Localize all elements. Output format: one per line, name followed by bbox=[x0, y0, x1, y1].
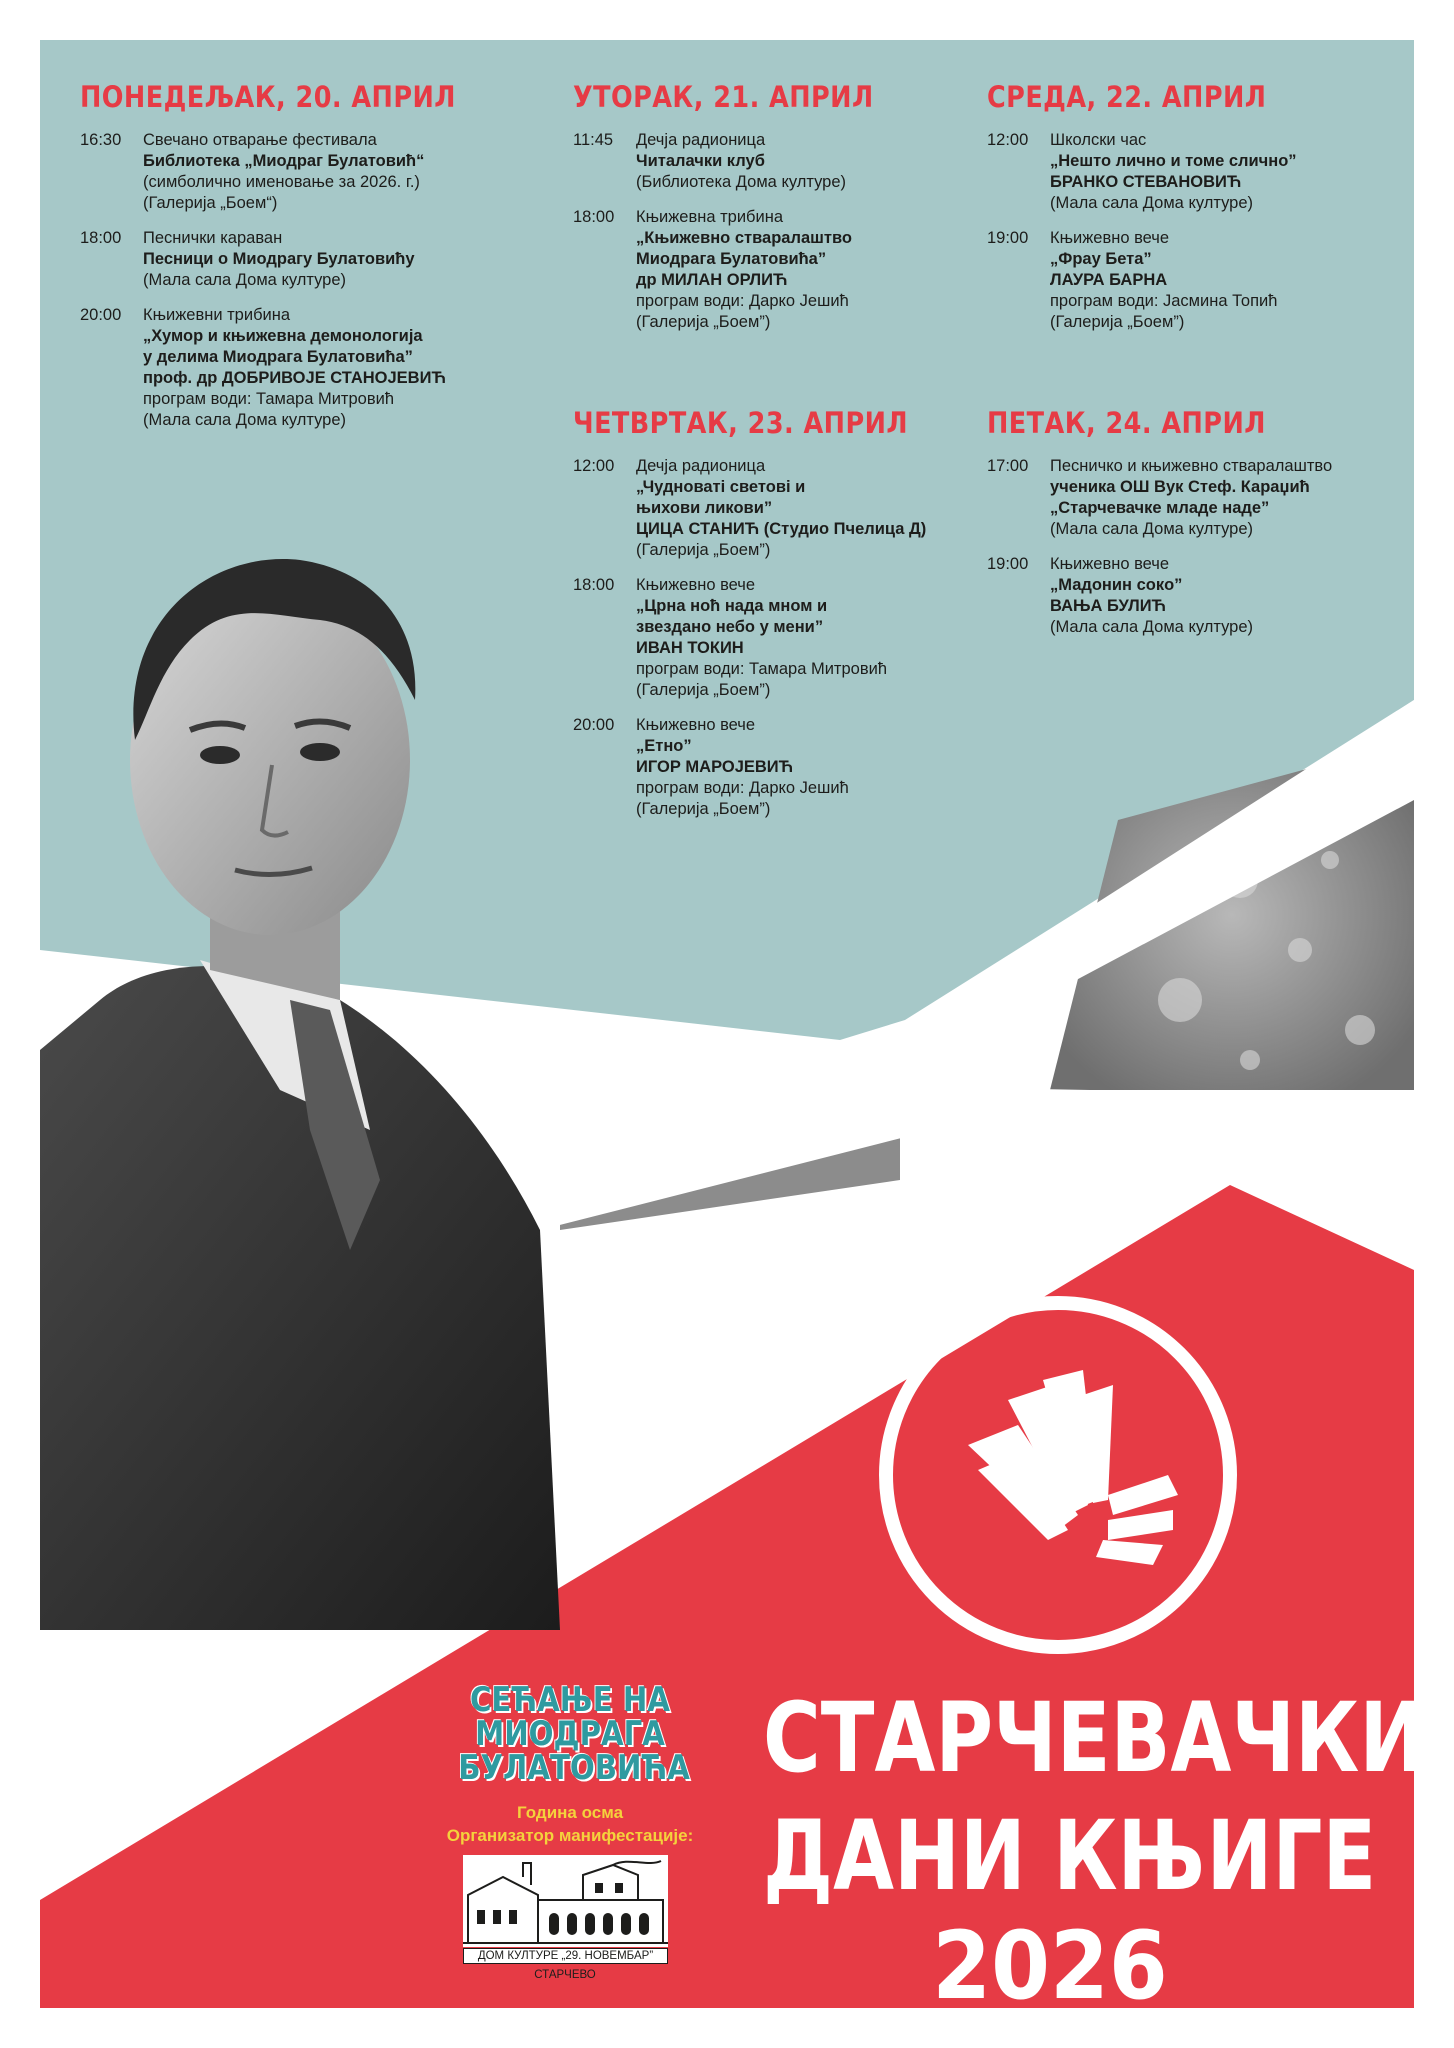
event-line: Књижевно вече bbox=[1050, 229, 1170, 247]
event-time: 20:00 bbox=[80, 306, 122, 324]
event-line: (Мала сала Дома културе) bbox=[143, 411, 347, 429]
events-wednesday bbox=[987, 130, 1305, 333]
event-line: звездано небо у мени” bbox=[636, 618, 824, 636]
house-building-icon bbox=[463, 1855, 668, 1947]
day-title-wednesday: СРЕДА, 22. АПРИЛ bbox=[987, 80, 1267, 114]
event-friday-1 bbox=[987, 554, 1332, 638]
event-details bbox=[636, 456, 926, 561]
event-line: „Мадонин сокo” bbox=[1050, 576, 1183, 594]
event-details bbox=[1050, 130, 1297, 214]
day-monday bbox=[80, 80, 507, 445]
event-details bbox=[1050, 228, 1277, 333]
event-line: Библиотека „Миодраг Булатовић“ bbox=[143, 152, 425, 170]
open-book-circle-icon bbox=[868, 1285, 1248, 1665]
festival-title-line-1: СТАРЧЕВАЧКИ bbox=[763, 1682, 1426, 1794]
event-time: 12:00 bbox=[573, 457, 615, 475]
event-wednesday-0 bbox=[987, 130, 1305, 214]
festival-year: 2026 bbox=[932, 1912, 1168, 2021]
portrait-eye-left bbox=[200, 746, 240, 764]
event-details bbox=[636, 715, 849, 820]
event-line: „Чудноватi световi и bbox=[636, 478, 806, 496]
event-time: 18:00 bbox=[573, 576, 615, 594]
event-wednesday-1 bbox=[987, 228, 1305, 333]
event-line: Песнички караван bbox=[143, 229, 283, 247]
event-line: ИГОР МАРОЈЕВИЋ bbox=[636, 758, 794, 776]
event-line: др МИЛАН ОРЛИЋ bbox=[636, 271, 788, 289]
event-line: Миодрага Булатовића” bbox=[636, 250, 827, 268]
event-line: Дечја радионица bbox=[636, 131, 766, 149]
edition-text: Година осма bbox=[516, 1803, 624, 1822]
event-line: ученика ОШ Вук Стеф. Караџић bbox=[1050, 478, 1310, 496]
event-time: 11:45 bbox=[573, 131, 614, 149]
event-line: Књижевно вече bbox=[636, 576, 756, 594]
organizer-place: СТАРЧЕВО bbox=[534, 1969, 596, 1981]
event-thursday-1 bbox=[573, 575, 954, 701]
event-details bbox=[143, 228, 415, 291]
event-time: 18:00 bbox=[573, 208, 615, 226]
event-line: Књижевни трибина bbox=[143, 306, 291, 324]
event-line: (Галерија „Боем”) bbox=[1050, 313, 1185, 331]
event-line: Књижевна трибина bbox=[636, 208, 783, 226]
event-details bbox=[636, 575, 887, 701]
event-line: (Мала сала Дома културе) bbox=[1050, 520, 1254, 538]
event-line: програм води: Јасмина Топић bbox=[1050, 292, 1278, 310]
event-line: „Етно” bbox=[636, 737, 692, 755]
event-line: (Галерија „Боем”) bbox=[636, 681, 771, 699]
event-line: (симболично именовање за 2026. г.) bbox=[143, 173, 420, 191]
day-thursday bbox=[573, 406, 954, 834]
event-line: Школски час bbox=[1050, 131, 1147, 149]
event-line: „Хумор и књижевна демонологија bbox=[143, 327, 423, 345]
event-line: „Старчевачке младе наде” bbox=[1050, 499, 1270, 517]
event-monday-2 bbox=[80, 305, 507, 431]
event-details bbox=[1050, 554, 1253, 638]
event-thursday-2 bbox=[573, 715, 954, 820]
event-monday-0 bbox=[80, 130, 507, 214]
organizer-name: ДОМ КУЛТУРЕ „29. НОВЕМБАР” bbox=[463, 1948, 668, 1964]
event-line: проф. др ДОБРИВОЈЕ СТАНОЈЕВИЋ bbox=[143, 369, 446, 387]
event-line: програм води: Тамара Митровић bbox=[636, 660, 887, 678]
event-line: (Галерија „Боем“) bbox=[143, 194, 278, 212]
event-details bbox=[1050, 456, 1332, 540]
memory-line-3: БУЛАТОВИЋА bbox=[458, 1748, 690, 1788]
day-title-monday: ПОНЕДЕЉАК, 20. АПРИЛ bbox=[80, 80, 456, 114]
author-portrait bbox=[40, 530, 560, 1630]
event-line: Књижевно вече bbox=[1050, 555, 1170, 573]
event-details bbox=[143, 305, 446, 431]
event-line: програм води: Дарко Јешић bbox=[636, 779, 849, 797]
event-line: Књижевно вече bbox=[636, 716, 756, 734]
event-tuesday-1 bbox=[573, 207, 915, 333]
event-friday-0 bbox=[987, 456, 1332, 540]
memory-line-2: МИОДРАГА bbox=[475, 1714, 665, 1754]
day-tuesday bbox=[573, 80, 915, 347]
day-wednesday bbox=[987, 80, 1305, 347]
event-line: Читалачки клуб bbox=[636, 152, 765, 170]
day-title-friday: ПЕТАК, 24. АПРИЛ bbox=[987, 406, 1266, 440]
event-line: њихови ликови” bbox=[636, 499, 773, 517]
event-line: програм води: Дарко Јешић bbox=[636, 292, 849, 310]
event-time: 19:00 bbox=[987, 229, 1029, 247]
organizer-label: Организатор манифестације: bbox=[446, 1826, 694, 1845]
event-line: Дечја радионица bbox=[636, 457, 766, 475]
event-time: 19:00 bbox=[987, 555, 1029, 573]
event-line: (Библиотека Дома културе) bbox=[636, 173, 847, 191]
event-line: (Мала сала Дома културе) bbox=[1050, 618, 1254, 636]
event-line: у делима Миодрага Булатовића” bbox=[143, 348, 413, 366]
event-line: Песници о Миодрагу Булатовићу bbox=[143, 250, 415, 268]
day-title-thursday: ЧЕТВРТАК, 23. АПРИЛ bbox=[573, 406, 909, 440]
event-time: 18:00 bbox=[80, 229, 122, 247]
event-line: програм води: Тамара Митровић bbox=[143, 390, 394, 408]
event-details bbox=[636, 130, 846, 193]
event-time: 12:00 bbox=[987, 131, 1029, 149]
event-line: (Галерија „Боем”) bbox=[636, 800, 771, 818]
portrait-eye-right bbox=[300, 743, 340, 761]
event-details bbox=[636, 207, 852, 333]
event-line: БРАНКО СТЕВАНОВИЋ bbox=[1050, 173, 1242, 191]
event-line: „Нешто лично и томе слично” bbox=[1050, 152, 1297, 170]
event-time: 17:00 bbox=[987, 457, 1029, 475]
event-line: Свечано отварање фестивала bbox=[143, 131, 377, 149]
day-friday bbox=[987, 406, 1332, 652]
event-details bbox=[143, 130, 424, 214]
event-monday-1 bbox=[80, 228, 507, 291]
event-line: (Галерија „Боем”) bbox=[636, 541, 771, 559]
events-thursday bbox=[573, 456, 954, 820]
event-thursday-0 bbox=[573, 456, 954, 561]
memory-line-1: СЕЋАЊЕ НА bbox=[469, 1680, 671, 1720]
event-tuesday-0 bbox=[573, 130, 915, 193]
event-line: Песничко и књижевно стваралаштво bbox=[1050, 457, 1333, 475]
event-line: ЛАУРА БАРНА bbox=[1050, 271, 1168, 289]
festival-title-line-2: ДАНИ КЊИГЕ bbox=[763, 1800, 1377, 1912]
event-line: ЦИЦА СТАНИЋ (Студио Пчелица Д) bbox=[636, 520, 927, 538]
event-line: „Црна ноћ нада мном и bbox=[636, 597, 828, 615]
event-time: 16:30 bbox=[80, 131, 122, 149]
event-time: 20:00 bbox=[573, 716, 615, 734]
events-friday bbox=[987, 456, 1332, 638]
event-line: „Фрау Бета” bbox=[1050, 250, 1152, 268]
event-line: ИВАН ТОКИН bbox=[636, 639, 744, 657]
event-line: (Мала сала Дома културе) bbox=[1050, 194, 1254, 212]
event-line: (Мала сала Дома културе) bbox=[143, 271, 347, 289]
event-line: ВАЊА БУЛИЋ bbox=[1050, 597, 1166, 615]
white-band-lower bbox=[540, 1080, 1090, 1230]
day-title-tuesday: УТОРАК, 21. АПРИЛ bbox=[573, 80, 874, 114]
events-monday bbox=[80, 130, 507, 431]
event-line: „Књижевно стваралаштво bbox=[636, 229, 852, 247]
event-line: (Галерија „Боем”) bbox=[636, 313, 771, 331]
events-tuesday bbox=[573, 130, 915, 333]
